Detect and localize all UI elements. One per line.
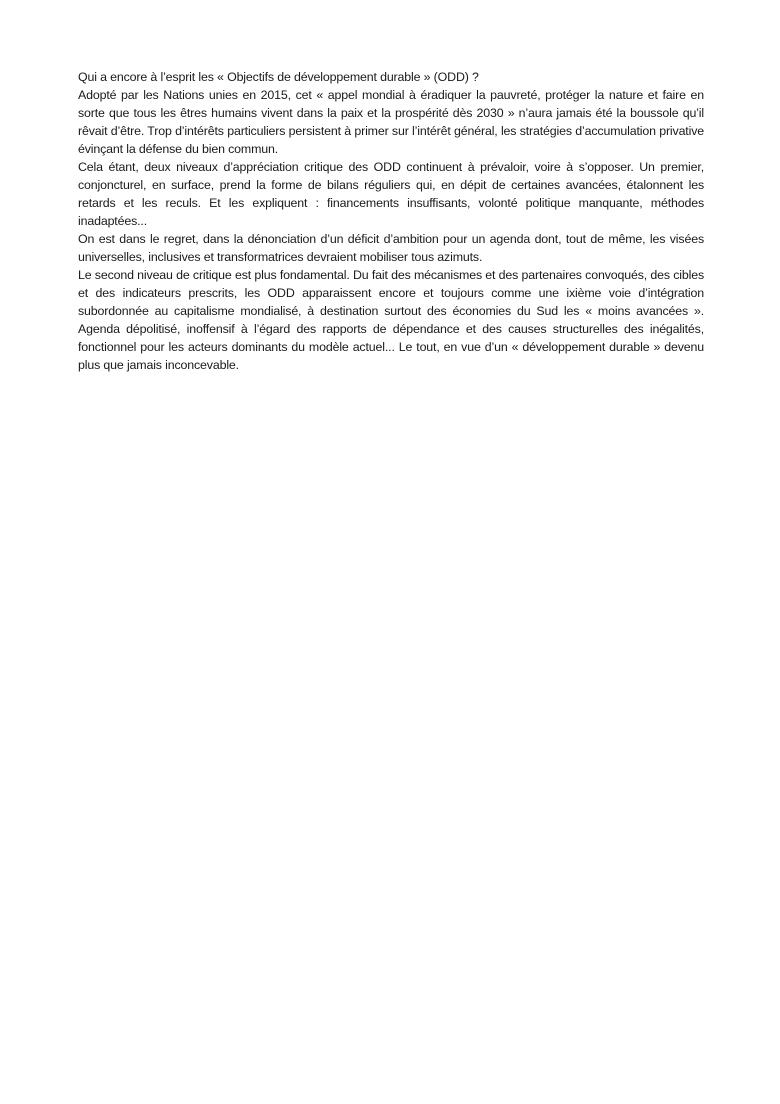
paragraph-critique-levels: Cela étant, deux niveaux d’appréciation critique des ODD continuent à prévaloir, voire à s’opposer. Un premier, conjoncturel, en surface, prend la forme de bilans réguliers qui, en dépit de certaines avancées, étalonnent les retards et les reculs. Et les expliquent : financements insuffisants, volonté politique manquante, méthodes inadaptées... xyxy=(78,160,704,228)
paragraph-regret: On est dans le regret, dans la dénonciation d’un déficit d’ambition pour un agenda dont, tout de même, les visées universelles, inclusives et transformatrices devraient mobiliser tous azimuts. xyxy=(78,232,704,264)
paragraph-adoption: Adopté par les Nations unies en 2015, cet « appel mondial à éradiquer la pauvreté, protéger la nature et faire en sorte que tous les êtres humains vivent dans la paix et la prospérité dès 2030 » n’aura jamais été la boussole qu’il rêvait d’être. Trop d’intérêts particuliers persistent à primer sur l’intérêt général, les stratégies d’accumulation privative évinçant la défense du bien commun. xyxy=(78,88,704,156)
document-body xyxy=(78,68,704,374)
document-title: Qui a encore à l’esprit les « Objectifs de développement durable » (ODD) ? xyxy=(78,70,479,84)
paragraph-second-level: Le second niveau de critique est plus fondamental. Du fait des mécanismes et des partenaires convoqués, des cibles et des indicateurs prescrits, les ODD apparaissent encore et toujours comme une ixième voie d’intégration subordonnée au capitalisme mondialisé, à destination surtout des économies du Sud les « moins avancées ». Agenda dépolitisé, inoffensif à l’égard des rapports de dépendance et des causes structurelles des inégalités, fonctionnel pour les acteurs dominants du modèle actuel... Le tout, en vue d’un « développement durable » devenu plus que jamais inconcevable. xyxy=(78,268,704,372)
